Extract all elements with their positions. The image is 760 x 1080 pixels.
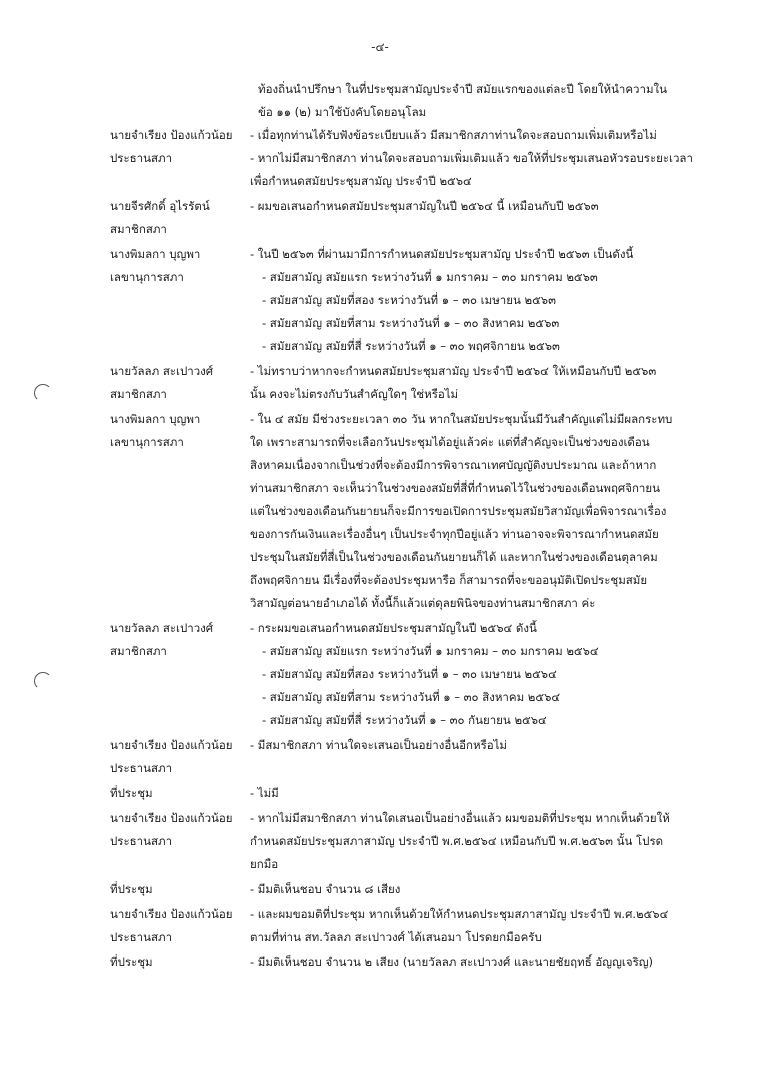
minutes-entry: [110, 360, 730, 406]
statement: [250, 408, 730, 615]
session-item: - สมัยสามัญ สมัยแรก ระหว่างวันที่ ๑ มกราคม – ๓๐ มกราคม ๒๕๖๔: [262, 644, 599, 658]
minutes-rows: [110, 124, 730, 976]
statement: [250, 807, 730, 876]
speaker-name: นายวัลลภ สะเปาวงศ์: [110, 621, 214, 635]
statement-line: - มีสมาชิกสภา ท่านใดจะเสนอเป็นอย่างอื่นอีกหรือไม่: [250, 738, 508, 752]
statement-line: - มีมติเห็นชอบ จำนวน ๘ เสียง: [250, 882, 401, 896]
statement: [250, 782, 730, 805]
speaker: [110, 360, 250, 406]
speaker-name: นางพิมลกา บุญพา: [110, 247, 201, 261]
punch-hole-mark: [34, 672, 52, 690]
statement-line: ตามที่ท่าน สท.วัลลภ สะเปาวงศ์ ได้เสนอมา โปรดยกมือครับ: [250, 930, 542, 944]
minutes-entry: [110, 617, 730, 732]
speaker-role: เลขานุการสภา: [110, 435, 184, 449]
statement-line: - ไม่มี: [250, 786, 279, 800]
statement: [250, 195, 730, 241]
punch-hole-mark: [34, 384, 52, 402]
speaker-name: ที่ประชุม: [110, 882, 153, 896]
session-item: - สมัยสามัญ สมัยที่สี่ ระหว่างวันที่ ๑ – ๓๐ กันยายน ๒๕๖๔: [262, 713, 547, 727]
minutes-entry: [110, 243, 730, 358]
speaker-role: ประธานสภา: [110, 930, 173, 944]
speaker: [110, 617, 250, 732]
statement: [250, 243, 730, 358]
speaker: [110, 124, 250, 193]
speaker: [110, 951, 250, 974]
minutes-entry: [110, 734, 730, 780]
statement: [250, 903, 730, 949]
page-number: -๔-: [371, 40, 389, 54]
statement-line: - ใน ๔ สมัย มีช่วงระยะเวลา ๓๐ วัน หากในสมัยประชุมนั้นมีวันสำคัญแต่ไม่มีผลกระทบ: [250, 412, 673, 426]
speaker-name: นายจำเรียง ป้องแก้วน้อย: [110, 128, 233, 142]
session-item: - สมัยสามัญ สมัยที่สาม ระหว่างวันที่ ๑ – ๓๐ สิงหาคม ๒๕๖๔: [262, 690, 561, 704]
minutes-entry: [110, 408, 730, 615]
statement-line: นั้น คงจะไม่ตรงกับวันสำคัญใดๆ ใช่หรือไม่: [250, 387, 459, 401]
speaker: [110, 408, 250, 615]
statement-line: - กระผมขอเสนอกำหนดสมัยประชุมสามัญในปี ๒๕๖๔ ดังนี้: [250, 621, 537, 635]
intro-paragraph: [258, 78, 718, 124]
speaker-name: นางพิมลกา บุญพา: [110, 412, 201, 426]
minutes-entry: [110, 951, 730, 974]
minutes-entry: [110, 878, 730, 901]
session-item: - สมัยสามัญ สมัยที่สี่ ระหว่างวันที่ ๑ – ๓๐ พฤศจิกายน ๒๕๖๓: [262, 339, 560, 353]
statement-line: - ในปี ๒๕๖๓ ที่ผ่านมามีการกำหนดสมัยประชุมสามัญ ประจำปี ๒๕๖๓ เป็นดังนี้: [250, 247, 634, 261]
speaker: [110, 734, 250, 780]
minutes-entry: [110, 195, 730, 241]
speaker-role: สมาชิกสภา: [110, 222, 167, 236]
session-item: - สมัยสามัญ สมัยที่สาม ระหว่างวันที่ ๑ – ๓๐ สิงหาคม ๒๕๖๓: [262, 316, 560, 330]
speaker: [110, 782, 250, 805]
speaker-role: ประธานสภา: [110, 151, 173, 165]
statement-line: - เมื่อทุกท่านได้รับฟังข้อระเบียบแล้ว มีสมาชิกสภาท่านใดจะสอบถามเพิ่มเติมหรือไม่: [250, 128, 657, 142]
speaker-role: สมาชิกสภา: [110, 387, 167, 401]
statement-line: ของการกันเงินและเรื่องอื่นๆ เป็นประจำทุกปีอยู่แล้ว ท่านอาจจะพิจารณากำหนดสมัย: [250, 527, 659, 541]
speaker-name: นายจำเรียง ป้องแก้วน้อย: [110, 907, 233, 921]
speaker: [110, 195, 250, 241]
minutes-entry: [110, 903, 730, 949]
statement-line: กำหนดสมัยประชุมสภาสามัญ ประจำปี พ.ศ.๒๕๖๔ เหมือนกับปี พ.ศ.๒๕๖๓ นั้น โปรด: [250, 834, 664, 848]
statement-line: - มีมติเห็นชอบ จำนวน ๒ เสียง (นายวัลลภ สะเปาวงศ์ และนายชัยฤทธิ์ อัญญเจริญ): [250, 955, 654, 969]
speaker: [110, 878, 250, 901]
statement-line: - และผมขอมติที่ประชุม หากเห็นด้วยให้กำหนดประชุมสภาสามัญ ประจำปี พ.ศ.๒๕๖๔: [250, 907, 669, 921]
intro-line: ท้องถิ่นนำปรึกษา ในที่ประชุมสามัญประจำปี สมัยแรกของแต่ละปี โดยให้นำความใน: [258, 82, 668, 96]
statement-line: ท่านสมาชิกสภา จะเห็นว่าในช่วงของสมัยที่สี่ที่กำหนดไว้ในช่วงของเดือนพฤศจิกายน: [250, 481, 660, 495]
speaker-name: ที่ประชุม: [110, 786, 153, 800]
session-item: - สมัยสามัญ สมัยที่สอง ระหว่างวันที่ ๑ – ๓๐ เมษายน ๒๕๖๓: [262, 293, 556, 307]
statement-line: - หากไม่มีสมาชิกสภา ท่านใดจะสอบถามเพิ่มเติมแล้ว ขอให้ที่ประชุมเสนอหัวรอบระยะเวลา: [250, 151, 693, 165]
speaker-role: ประธานสภา: [110, 834, 173, 848]
speaker-role: ประธานสภา: [110, 761, 173, 775]
speaker-name: นายวัลลภ สะเปาวงศ์: [110, 364, 214, 378]
speaker: [110, 243, 250, 358]
minutes-entry: [110, 782, 730, 805]
session-item: - สมัยสามัญ สมัยแรก ระหว่างวันที่ ๑ มกราคม – ๓๐ มกราคม ๒๕๖๓: [262, 270, 598, 284]
speaker: [110, 903, 250, 949]
statement-line: - ไม่ทราบว่าหากจะกำหนดสมัยประชุมสามัญ ประจำปี ๒๕๖๔ ให้เหมือนกับปี ๒๕๖๓: [250, 364, 657, 378]
speaker-role: สมาชิกสภา: [110, 644, 167, 658]
speaker: [110, 807, 250, 876]
session-item: - สมัยสามัญ สมัยที่สอง ระหว่างวันที่ ๑ – ๓๐ เมษายน ๒๕๖๔: [262, 667, 557, 681]
intro-line: ข้อ ๑๑ (๒) มาใช้บังคับโดยอนุโลม: [258, 105, 427, 119]
minutes-entry: [110, 124, 730, 193]
speaker-name: นายจำเรียง ป้องแก้วน้อย: [110, 738, 233, 752]
statement: [250, 360, 730, 406]
statement-line: - หากไม่มีสมาชิกสภา ท่านใดเสนอเป็นอย่างอื่นแล้ว ผมขอมติที่ประชุม หากเห็นด้วยให้: [250, 811, 670, 825]
speaker-role: เลขานุการสภา: [110, 270, 184, 284]
statement-line: ใด เพราะสามารถที่จะเลือกวันประชุมได้อยู่แล้วค่ะ แต่ที่สำคัญจะเป็นช่วงของเดือน: [250, 435, 650, 449]
statement-line: ประชุมในสมัยที่สี่เป็นในช่วงของเดือนกันยายนก็ได้ และหากในช่วงของเดือนตุลาคม: [250, 550, 658, 564]
statement-line: ยกมือ: [250, 857, 279, 871]
statement: [250, 951, 730, 974]
speaker-name: นายจีรศักดิ์ อุไรรัตน์: [110, 199, 210, 213]
statement: [250, 878, 730, 901]
statement-line: แต่ในช่วงของเดือนกันยายนก็จะมีการขอเปิดการประชุมสมัยวิสามัญเพื่อพิจารณาเรื่อง: [250, 504, 667, 518]
statement-line: เพื่อกำหนดสมัยประชุมสามัญ ประจำปี ๒๕๖๔: [250, 174, 472, 188]
statement: [250, 617, 730, 732]
statement: [250, 124, 730, 193]
speaker-name: ที่ประชุม: [110, 955, 153, 969]
statement-line: - ผมขอเสนอกำหนดสมัยประชุมสามัญในปี ๒๕๖๔ นี้ เหมือนกับปี ๒๕๖๓: [250, 199, 599, 213]
statement-line: วิสามัญต่อนายอำเภอได้ ทั้งนี้ก็แล้วแต่ดุลยพินิจของท่านสมาชิกสภา ค่ะ: [250, 596, 596, 610]
speaker-name: นายจำเรียง ป้องแก้วน้อย: [110, 811, 233, 825]
statement-line: ถึงพฤศจิกายน มีเรื่องที่จะต้องประชุมหารือ ก็สามารถที่จะขออนุมัติเปิดประชุมสมัย: [250, 573, 648, 587]
statement: [250, 734, 730, 780]
minutes-entry: [110, 807, 730, 876]
statement-line: สิงหาคมเนื่องจากเป็นช่วงที่จะต้องมีการพิจารณาเทศบัญญัติงบประมาณ และถ้าหาก: [250, 458, 657, 472]
